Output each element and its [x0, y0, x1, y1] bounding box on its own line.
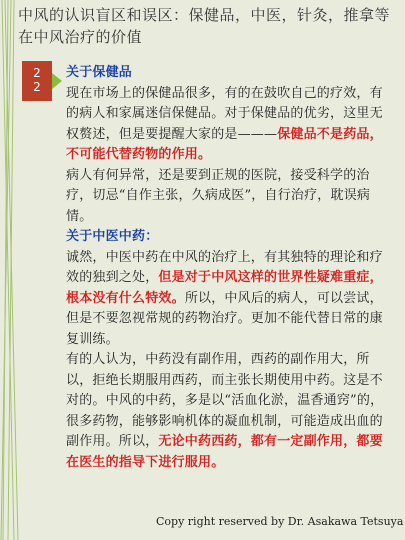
tcm-warning-1: 但是对于中风这样的世界性疑难重症，根本没有什么特效。: [66, 270, 383, 306]
tcm-text-2a: 有的人认为，中药没有副作用，西药的副作用大，所以，拒绝长期服用西药，而主张长期使用中药。这是不对的。中风的中药，多是以“活血化淤，温香通窍”的，很多药物，能够影响机体的凝血机制，可能造成出血的副作用。所以，: [66, 352, 384, 449]
health-products-paragraph: [66, 84, 392, 166]
slide-content: [66, 63, 392, 473]
page-number-bottom: 2: [33, 80, 41, 94]
decorative-lines: [0, 0, 20, 540]
page-number-top: 2: [33, 66, 41, 80]
tcm-text-1b: 所以，中风后的病人，可以尝试，但是不要忽视常规的药物治疗。更加不能代替日常的康复训练。: [66, 290, 383, 347]
tcm-warning-2: 无论中药西药，都有一定副作用，都要在医生的指导下进行服用。: [66, 434, 383, 470]
heading-tcm: 关于中医中药：: [66, 229, 159, 244]
tcm-text-1a: 诚然，中医中药在中风的治疗上，有其独特的理论和疗效的独到之处，: [66, 249, 383, 285]
heading-health-products: 关于保健品: [66, 65, 133, 80]
page-number-badge: [22, 61, 52, 101]
health-products-warning: 保健品不是药品，不可能代替药物的作用。: [66, 126, 383, 162]
tcm-paragraph-1: [66, 248, 392, 351]
tcm-paragraph-2: [66, 350, 392, 473]
slide-title: 中风的认识盲区和误区：保健品，中医，针灸，推拿等在中风治疗的价值: [18, 6, 391, 46]
copyright-footer: Copy right reserved by Dr. Asakawa Tetsuya: [156, 515, 404, 528]
arrow-right-icon: [52, 73, 62, 89]
health-products-text: 现在市场上的保健品很多，有的在鼓吹自己的疗效，有的病人和家属迷信保健品。对于保健品的优劣，这里无权赘述，但是要提醒大家的是———: [66, 85, 383, 142]
health-products-advice: 病人有何异常，还是要到正规的医院，接受科学的治疗，切忌“自作主张，久病成医”，自行治疗，耽误病情。: [66, 167, 371, 224]
